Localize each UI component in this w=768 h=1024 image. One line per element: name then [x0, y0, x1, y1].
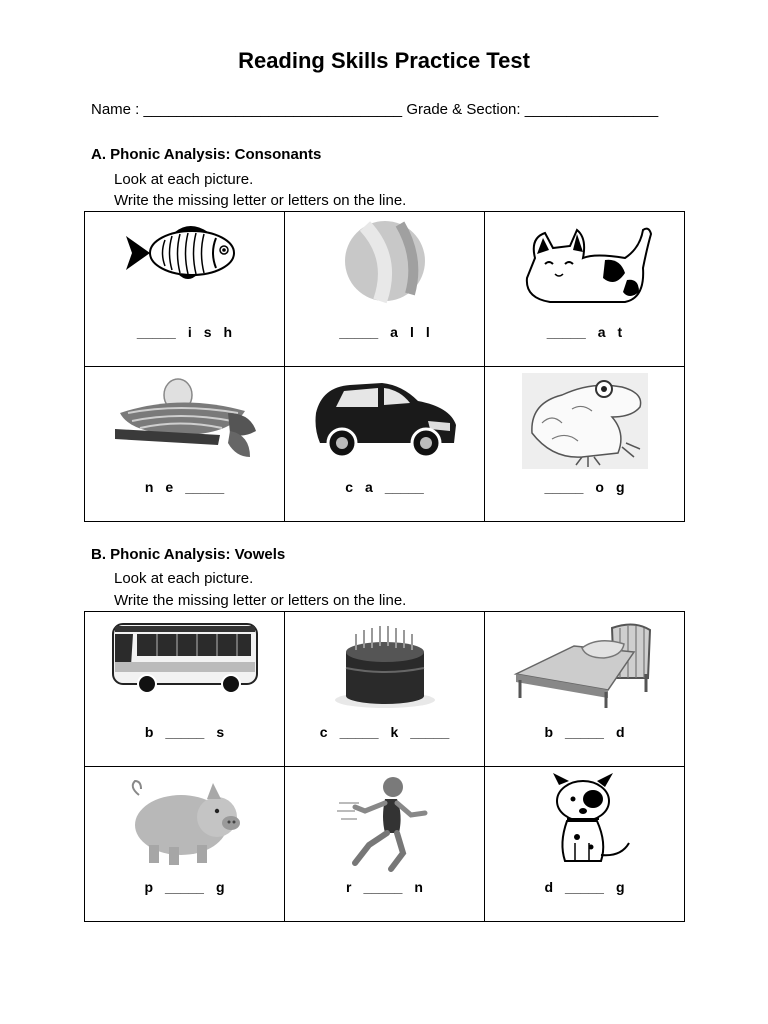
letter: l	[425, 324, 430, 340]
letter: e	[165, 479, 174, 495]
letter-blank[interactable]: _____	[546, 324, 586, 340]
word-blanks	[85, 324, 284, 340]
letter-blank[interactable]: _____	[565, 879, 604, 895]
letter: r	[346, 879, 352, 895]
letter: b	[544, 724, 554, 740]
cat-image	[515, 218, 655, 310]
item-car	[285, 367, 485, 522]
section-b-instruction-2: Write the missing letter or letters on the line.	[114, 592, 407, 609]
dog-image	[535, 773, 635, 869]
letter: s	[203, 324, 212, 340]
letter: l	[409, 324, 414, 340]
letter: c	[319, 724, 328, 740]
letter: d	[615, 724, 625, 740]
name-field[interactable]: _______________________________	[143, 101, 403, 118]
item-cat	[485, 212, 685, 367]
word-blanks	[285, 324, 484, 340]
word-blanks	[85, 879, 284, 895]
section-b-heading: B. Phonic Analysis: Vowels	[91, 546, 286, 563]
letter: i	[187, 324, 192, 340]
word-blanks	[485, 324, 684, 340]
item-ball	[285, 212, 485, 367]
letter-blank[interactable]: _____	[339, 324, 379, 340]
word-blanks	[485, 724, 684, 740]
ball-image	[340, 218, 430, 304]
word-blanks	[85, 724, 284, 740]
item-running-boy	[285, 767, 485, 922]
letter: g	[615, 879, 625, 895]
name-label: Name :	[91, 101, 144, 118]
letter: k	[390, 724, 399, 740]
letter: a	[390, 324, 398, 340]
letter: p	[144, 879, 154, 895]
word-blanks	[285, 479, 484, 495]
letter: g	[615, 479, 625, 495]
letter: n	[414, 879, 423, 895]
item-bed	[485, 612, 685, 767]
item-bus	[85, 612, 285, 767]
item-pig	[85, 767, 285, 922]
letter-blank[interactable]: _____	[185, 479, 225, 495]
section-a-instruction-2: Write the missing letter or letters on the line.	[114, 192, 407, 209]
letter: a	[365, 479, 373, 495]
section-a-instruction-1: Look at each picture.	[114, 171, 254, 188]
letter-blank[interactable]: _____	[363, 879, 403, 895]
page-title: Reading Skills Practice Test	[238, 48, 530, 73]
letter-blank[interactable]: _____	[136, 324, 176, 340]
cake-image	[330, 618, 440, 710]
word-blanks	[485, 479, 684, 495]
section-a-grid	[84, 211, 685, 522]
letter-blank[interactable]: _____	[339, 724, 379, 740]
letter: t	[617, 324, 623, 340]
letter: n	[144, 479, 154, 495]
bus-image	[109, 618, 261, 698]
word-blanks	[85, 479, 284, 495]
item-fish	[85, 212, 285, 367]
student-info-row	[91, 101, 658, 118]
frog-image	[522, 373, 648, 469]
pig-image	[125, 773, 245, 869]
section-a-heading: A. Phonic Analysis: Consonants	[91, 146, 322, 163]
letter: b	[144, 724, 154, 740]
letter-blank[interactable]: _____	[384, 479, 424, 495]
letter-blank[interactable]: _____	[165, 724, 205, 740]
letter: h	[223, 324, 233, 340]
letter: c	[345, 479, 354, 495]
section-b-instruction-1: Look at each picture.	[114, 570, 254, 587]
letter-blank[interactable]: _____	[544, 479, 584, 495]
letter-blank[interactable]: _____	[410, 724, 450, 740]
word-blanks	[485, 879, 684, 895]
fish-image	[120, 218, 250, 288]
letter: o	[595, 479, 604, 495]
letter: g	[215, 879, 225, 895]
word-blanks	[285, 724, 484, 740]
letter-blank[interactable]: _____	[165, 879, 204, 895]
section-b-grid	[84, 611, 685, 922]
car-image	[310, 373, 460, 463]
letter: s	[216, 724, 225, 740]
letter: d	[544, 879, 554, 895]
item-cake	[285, 612, 485, 767]
word-blanks	[285, 879, 484, 895]
letter: a	[597, 324, 606, 340]
letter-blank[interactable]: _____	[565, 724, 604, 740]
nest-image	[110, 373, 260, 463]
item-nest	[85, 367, 285, 522]
running-boy-image	[335, 773, 435, 873]
grade-section-field[interactable]: ________________	[524, 101, 659, 118]
item-frog	[485, 367, 685, 522]
bed-image	[512, 618, 658, 710]
grade-section-label: Grade & Section:	[406, 101, 525, 118]
item-dog	[485, 767, 685, 922]
